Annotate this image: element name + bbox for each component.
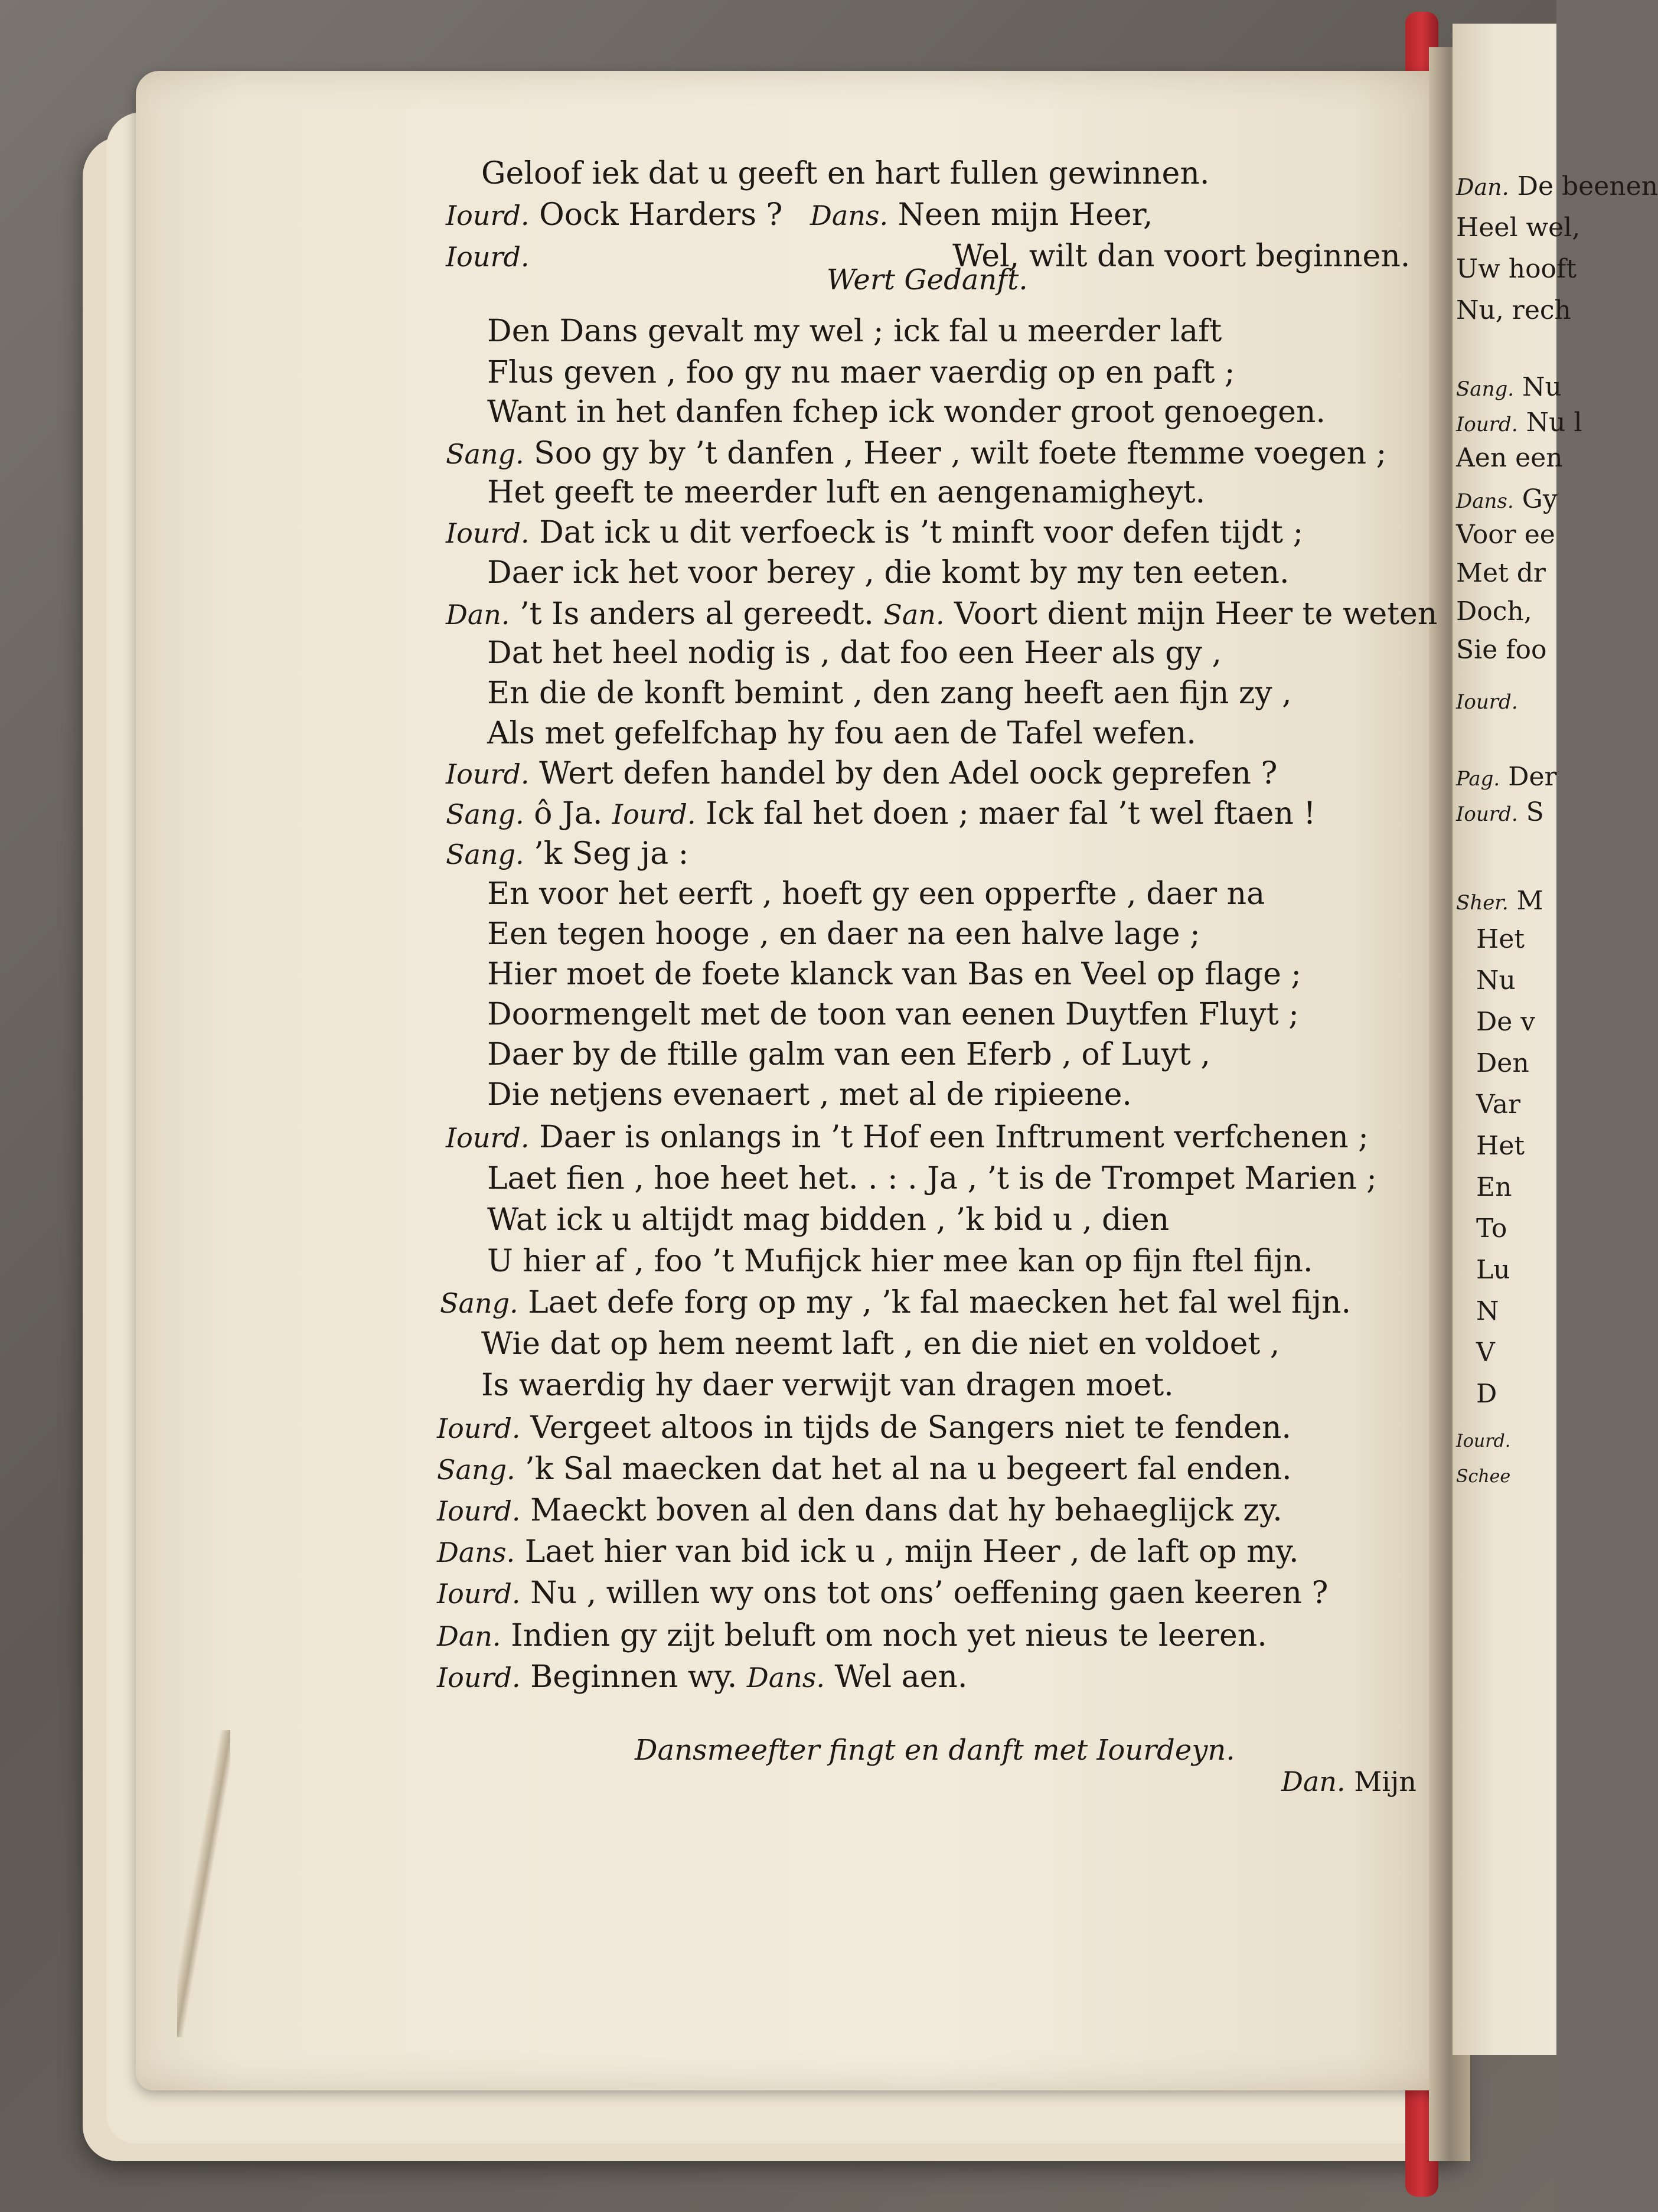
fragment-text: N — [1476, 1296, 1499, 1326]
fragment-text: Var — [1476, 1089, 1521, 1120]
line-text: Vergeet altoos in tijds de Sangers niet te fenden. — [530, 1410, 1291, 1446]
line-text: Flus geven , foo gy nu maer vaerdig op en paft ; — [487, 355, 1235, 390]
catchword — [1281, 1768, 1417, 1795]
line-text: ’k Sal maecken dat het al na u begeert fal enden. — [525, 1451, 1292, 1487]
speaker-label: Iourd. — [437, 1495, 521, 1527]
text-fragment — [1456, 886, 1543, 916]
text-fragment — [1456, 372, 1562, 402]
page-tear-mark — [177, 1730, 230, 2037]
line-text: Oock Harders ? — [539, 197, 783, 233]
text-fragment — [1456, 762, 1557, 792]
speaker-label: Iourd. — [437, 1662, 521, 1694]
text-fragment — [1456, 213, 1580, 243]
text-fragment — [1456, 1459, 1510, 1489]
line-text: Laet defe forg op my , ’k fal maecken het fal wel fijn. — [528, 1285, 1351, 1320]
text-fragment — [1476, 1255, 1510, 1285]
text-line — [446, 758, 1277, 789]
text-line — [446, 1122, 1369, 1153]
speaker-label: Schee — [1456, 1466, 1511, 1487]
speaker-label: Sher. — [1456, 891, 1509, 915]
fragment-text: Met dr — [1456, 558, 1546, 588]
line-text: Als met gefelfchap hy fou aen de Tafel wefen. — [487, 716, 1196, 751]
text-fragment — [1456, 484, 1558, 514]
line-text: ô Ja. — [534, 796, 603, 831]
speaker-label: Iourd. — [1456, 1431, 1511, 1451]
speaker-label: Dan. — [446, 599, 510, 631]
line-text: Laet hier van bid ick u , mijn Heer , de laft op my. — [524, 1534, 1299, 1570]
text-line — [437, 1495, 1282, 1526]
text-line — [437, 1575, 1329, 1611]
text-line — [487, 1202, 1170, 1238]
text-fragment — [1476, 1131, 1525, 1161]
fragment-text: Den — [1476, 1048, 1529, 1078]
speaker-label: Iourd. — [446, 758, 530, 790]
fragment-text: Aen een — [1456, 443, 1563, 473]
line-text: En die de konft bemint , den zang heeft aen fijn zy , — [487, 676, 1292, 711]
text-line — [487, 1246, 1313, 1277]
text-line — [481, 158, 1209, 189]
fragment-text: En — [1476, 1172, 1512, 1202]
line-text: Daer is onlangs in ’t Hof een Inftrument verfchenen ; — [539, 1120, 1369, 1155]
line-text: ’t Is anders al gereedt. — [520, 596, 874, 632]
text-line — [437, 1410, 1291, 1446]
text-fragment — [1456, 797, 1544, 827]
stage-direction — [635, 1734, 1235, 1767]
text-line — [487, 876, 1265, 912]
text-fragment — [1476, 1048, 1529, 1078]
text-fragment — [1456, 1423, 1510, 1453]
speaker-label: Iourd. — [446, 241, 530, 273]
text-line — [437, 1620, 1267, 1651]
speaker-label: Sang. — [446, 438, 524, 470]
speaker-label: Dans. — [437, 1536, 515, 1568]
line-text: Dansmeefter fingt en danft met Iourdeyn. — [635, 1734, 1235, 1767]
speaker-label: Dan. — [437, 1620, 501, 1652]
fragment-text: Doch, — [1456, 596, 1532, 627]
catchword-text: Mijn — [1354, 1766, 1417, 1797]
speaker-label: Iourd. — [437, 1412, 521, 1444]
line-text: Daer by de ftille galm van een Eferb , of Luyt , — [487, 1037, 1210, 1072]
text-line — [446, 438, 1386, 469]
speaker-label: Iourd. — [446, 200, 530, 231]
text-line — [487, 959, 1301, 990]
fragment-text: Nu, rech — [1456, 295, 1571, 325]
text-line — [487, 1039, 1210, 1070]
fragment-text: Nu l — [1526, 407, 1582, 438]
line-text: Doormengelt met de toon van eenen Duytfen Fluyt ; — [487, 997, 1299, 1032]
text-fragment — [1456, 558, 1546, 588]
text-fragment — [1456, 171, 1658, 201]
fragment-text: Voor ee — [1456, 520, 1555, 550]
line-text: Die netjens evenaert , met al de ripieene. — [487, 1077, 1132, 1112]
text-fragment — [1456, 254, 1577, 284]
text-line — [446, 798, 1316, 829]
speaker-label: San. — [883, 599, 945, 631]
fragment-text: To — [1476, 1213, 1507, 1244]
text-fragment — [1476, 965, 1516, 996]
text-fragment — [1456, 407, 1582, 438]
text-fragment — [1476, 924, 1525, 954]
line-text: Een tegen hooge , en daer na een halve lage ; — [487, 916, 1200, 952]
speaker-label: Iourd. — [446, 1122, 530, 1154]
speaker-label: Pag. — [1456, 767, 1500, 791]
stage-direction — [827, 263, 1028, 296]
text-fragment — [1456, 520, 1555, 550]
text-line — [487, 635, 1222, 671]
text-fragment — [1456, 596, 1532, 627]
fragment-text: Het — [1476, 924, 1525, 954]
text-line — [487, 394, 1326, 430]
text-line — [487, 477, 1205, 508]
speaker-label: Iourd. — [437, 1578, 521, 1610]
fragment-text: S — [1526, 797, 1544, 827]
text-line — [437, 1451, 1292, 1487]
fragment-text: Lu — [1476, 1255, 1510, 1285]
fragment-text: D — [1476, 1379, 1497, 1409]
line-text: ’k Seg ja : — [534, 836, 689, 872]
line-text: Daer ick het voor berey , die komt by my ten eeten. — [487, 555, 1290, 590]
fragment-text: Het — [1476, 1131, 1525, 1161]
fragment-text: Gy — [1522, 484, 1558, 514]
line-text: Wat ick u altijdt mag bidden , ’k bid u , dien — [487, 1202, 1170, 1238]
fragment-text: V — [1476, 1337, 1495, 1368]
text-line — [437, 1659, 968, 1695]
line-text: Soo gy by ’t danfen , Heer , wilt foete ftemme voegen ; — [534, 436, 1387, 471]
line-text: Nu , willen wy ons tot ons’ oeffening gaen keeren ? — [530, 1575, 1329, 1611]
line-text: Den Dans gevalt my wel ; ick fal u meerder laft — [487, 314, 1222, 349]
right-page — [1453, 24, 1658, 2055]
speaker-label: Dan. — [1281, 1766, 1346, 1797]
line-text: Indien gy zijt beluft om noch yet nieus te leeren. — [511, 1618, 1267, 1653]
fragment-text: De beenen — [1517, 171, 1658, 201]
text-fragment — [1476, 1337, 1495, 1368]
line-text: Dat ick u dit verfoeck is ’t minft voor defen tijdt ; — [539, 515, 1304, 550]
text-fragment — [1476, 1007, 1535, 1037]
speaker-label: Iourd. — [612, 798, 696, 830]
text-line — [487, 357, 1235, 388]
fragment-text: Uw hooft — [1456, 254, 1577, 284]
line-text: U hier af , foo ’t Mufijck hier mee kan op fijn ftel fijn. — [487, 1244, 1313, 1279]
line-text: Wert Gedanft. — [827, 263, 1028, 296]
text-line — [446, 836, 689, 872]
line-text: Voort dient mijn Heer te weten — [954, 596, 1438, 632]
line-text: Ick fal het doen ; maer fal ’t wel ftaen ! — [706, 796, 1316, 831]
text-line — [487, 916, 1200, 952]
line-text: Geloof iek dat u geeft en hart fullen gewinnen. — [481, 156, 1210, 191]
fragment-text: De v — [1476, 1007, 1536, 1037]
text-fragment — [1476, 1172, 1512, 1202]
text-fragment — [1476, 1213, 1507, 1244]
line-text: Hier moet de foete klanck van Bas en Veel op flage ; — [487, 957, 1301, 992]
fragment-text: Heel wel, — [1456, 213, 1581, 243]
speaker-label: Sang. — [446, 798, 524, 830]
line-text: Beginnen wy. — [530, 1659, 737, 1695]
text-line — [487, 1163, 1377, 1194]
speaker-label: Iourd. — [1456, 413, 1518, 436]
text-fragment — [1456, 295, 1571, 325]
text-line — [487, 678, 1292, 709]
text-line — [446, 197, 1153, 233]
line-text: Is waerdig hy daer verwijt van dragen moet. — [481, 1368, 1174, 1403]
fragment-text: Sie foo — [1456, 635, 1547, 665]
text-line — [487, 316, 1222, 347]
line-text: Wert defen handel by den Adel oock geprefen ? — [539, 756, 1278, 791]
fragment-text: M — [1516, 886, 1543, 916]
text-fragment — [1456, 443, 1563, 473]
speaker-label: Sang. — [440, 1287, 518, 1319]
text-fragment — [1476, 1379, 1497, 1409]
text-line — [487, 718, 1196, 749]
text-fragment — [1476, 1089, 1520, 1120]
line-text: Laet fien , hoe heet het. . : . Ja , ’t is de Trompet Marien ; — [487, 1161, 1377, 1196]
line-text: En voor het eerft , hoeft gy een opperfte , daer na — [487, 876, 1265, 912]
text-line — [481, 1370, 1174, 1401]
line-text: Wel, wilt dan voort beginnen. — [952, 239, 1411, 274]
speaker-label: Dans. — [810, 200, 889, 231]
text-line — [487, 557, 1289, 588]
text-line — [481, 1326, 1280, 1362]
text-line — [487, 1079, 1132, 1110]
speaker-label: Sang. — [446, 839, 524, 870]
text-line — [437, 1534, 1299, 1570]
text-line — [440, 1287, 1351, 1318]
text-fragment — [1476, 1296, 1499, 1326]
text-fragment — [1456, 635, 1547, 665]
text-line — [487, 999, 1299, 1030]
speaker-label: Dans. — [746, 1662, 825, 1694]
speaker-label: Sang. — [1456, 377, 1515, 401]
speaker-label: Iourd. — [1456, 802, 1518, 826]
fragment-text: Der — [1508, 762, 1557, 792]
fragment-text: Nu — [1522, 372, 1562, 402]
text-fragment — [1456, 685, 1518, 715]
line-text: Wel aen. — [834, 1659, 968, 1695]
line-text: Dat het heel nodig is , dat foo een Heer als gy , — [487, 635, 1222, 671]
text-line — [446, 596, 1438, 632]
speaker-label: Iourd. — [446, 517, 530, 549]
speaker-label: Iourd. — [1456, 690, 1518, 714]
speaker-label: Dan. — [1456, 174, 1509, 200]
line-text: Wie dat op hem neemt laft , en die niet en voldoet , — [481, 1326, 1280, 1362]
text-line — [446, 517, 1303, 548]
line-text: Want in het danfen fchep ick wonder groot genoegen. — [487, 394, 1326, 430]
line-text: Maeckt boven al den dans dat hy behaeglijck zy. — [530, 1493, 1282, 1528]
line-text: Neen mijn Heer, — [897, 197, 1153, 233]
speaker-label: Sang. — [437, 1454, 515, 1486]
line-text: Het geeft te meerder luft en aengenamigheyt. — [487, 475, 1206, 510]
fragment-text: Nu — [1476, 965, 1516, 996]
speaker-label: Dans. — [1456, 490, 1514, 513]
